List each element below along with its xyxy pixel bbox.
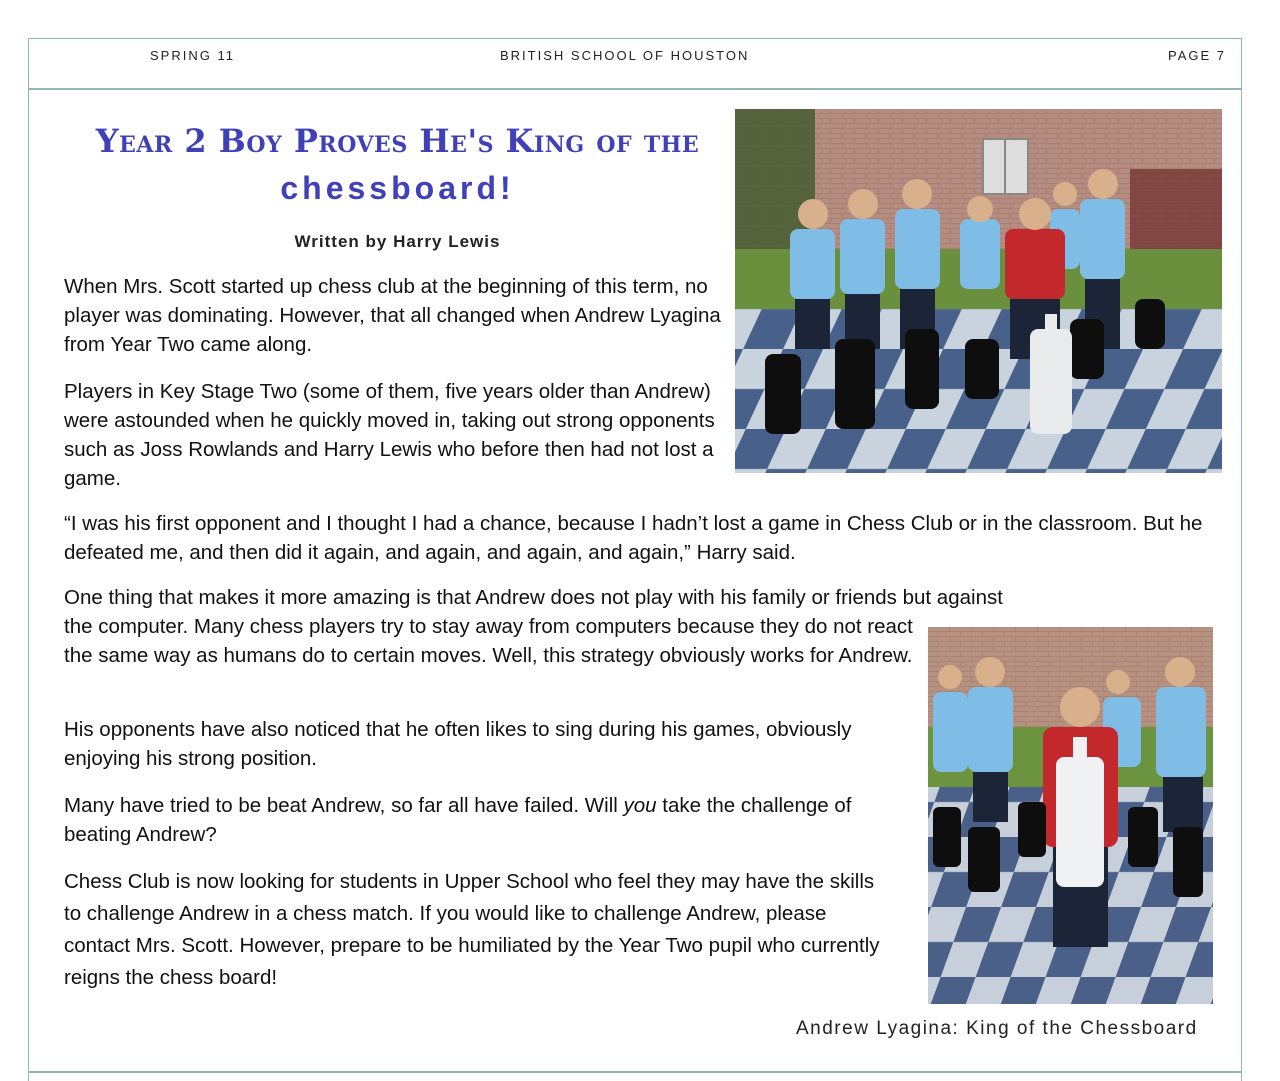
paragraph-6 (64, 791, 914, 849)
paragraph-7: Chess Club is now looking for students in Upper School who feel they may have the skills to challenge Andrew in a chess match. If you would like to challenge Andrew, please contact Mrs. Scott. However, prepare to be humiliated by the Year Two pupil who currently reigns the chess board! (64, 870, 880, 989)
issue-label: SPRING 11 (150, 48, 235, 63)
paragraph-4-line1: One thing that makes it more amazing is that Andrew does not play with his family or friends but against (64, 586, 1003, 609)
paragraph-6-end: take the challenge of beating Andrew? (64, 794, 852, 846)
article-title-line1: Year 2 Boy Proves He's King of the (95, 122, 700, 160)
paragraph-6-start: Many have tried to be beat Andrew, so far all have failed. Will (64, 794, 624, 817)
page-number: PAGE 7 (1168, 48, 1227, 63)
photo-caption: Andrew Lyagina: King of the Chessboard (796, 1018, 1198, 1039)
paragraph-4-continued: the computer. Many chess players try to stay away from computers because they do not react the same way as humans do to certain moves. Well, this strategy obviously works for Andrew. (64, 615, 913, 667)
paragraph-1: When Mrs. Scott started up chess club at the beginning of this term, no player was dominating. However, that all changed when Andrew Lyagina from Year Two came along. (64, 275, 721, 356)
paragraph-3-quote: “I was his first opponent and I thought I had a chance, because I hadn’t lost a game in Chess Club or in the classroom. But he defeated me, and then did it again, and again, and again, and again,” Harry said. (64, 512, 1203, 564)
article-byline: Written by Harry Lewis (294, 232, 501, 251)
footer-rule (28, 1071, 1242, 1073)
paragraph-6-emphasis: you (623, 794, 657, 817)
school-name: BRITISH SCHOOL OF HOUSTON (500, 48, 750, 63)
chess-group-photo (735, 109, 1222, 473)
article-title-line2: chessboard! (280, 170, 515, 206)
paragraph-5: His opponents have also noticed that he often likes to sing during his games, obviously enjoying his strong position. (64, 718, 852, 770)
paragraph-2: Players in Key Stage Two (some of them, five years older than Andrew) were astounded when he quickly moved in, taking out strong opponents such as Joss Rowlands and Harry Lewis who before then had not lost a game. (64, 380, 715, 490)
header-rule (28, 88, 1242, 90)
andrew-king-photo (928, 627, 1213, 1004)
